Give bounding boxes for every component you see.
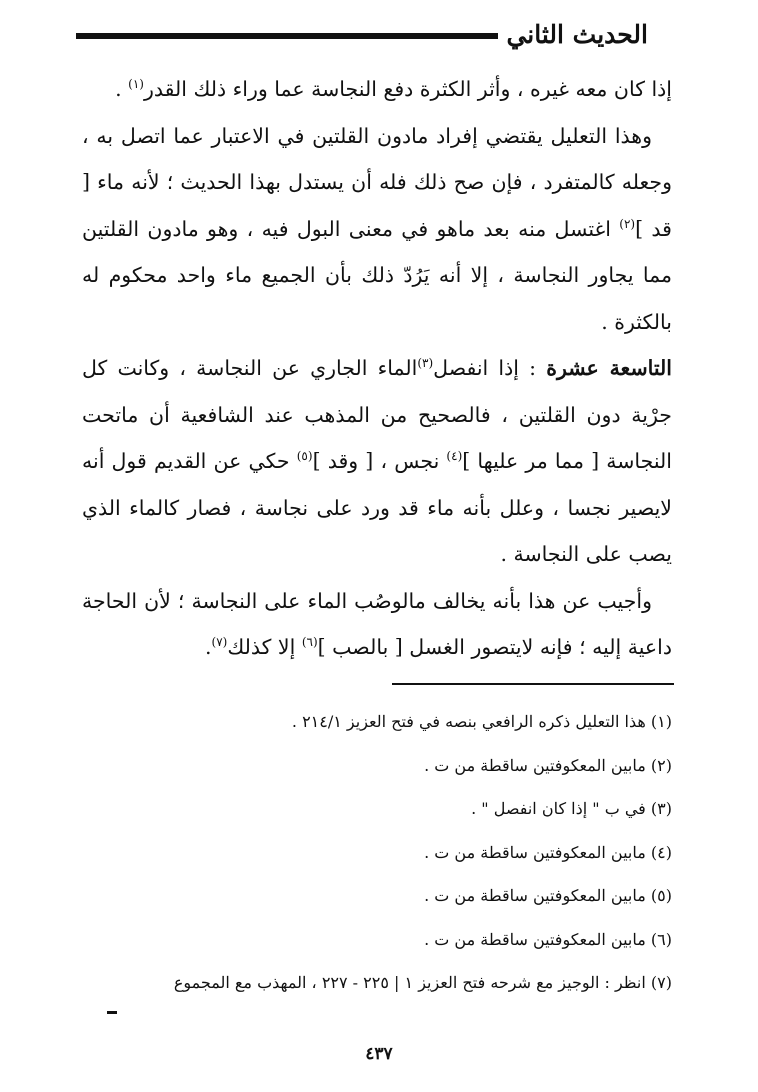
paragraph [82,345,672,578]
footnote: (٧) انظر : الوجيز مع شرحه فتح العزيز ١ | ٢٢٥ - ٢٢٧ ، المهذب مع المجموع [173,973,672,992]
footnote: (٥) مابين المعكوفتين ساقطة من ت . [424,886,672,905]
footnotes [82,700,672,1005]
paragraph-text: حكي عن القديم قول أنه لايصير نجسا ، وعلل بأنه ماء قد ورد على نجاسة ، فصار كالماء الذي يصب على النجاسة . [82,449,672,566]
paragraph-text: . [205,635,212,659]
footnote-ref: (٥) [296,449,313,464]
paragraph-text: وأجيب عن هذا بأنه يخالف مالوصُب الماء على النجاسة ؛ لأن الحاجة داعية إليه ؛ فإنه لايتصور الغسل [ بالصب ] [82,588,672,659]
footnote: (٣) في ب " إذا كان انفصل " . [471,799,672,818]
page-header [76,14,648,54]
paragraph [82,578,672,671]
page-number: ٤٣٧ [365,1044,393,1064]
paragraph [82,113,672,346]
paragraph-text: . [115,77,129,101]
paragraph-text: : إذا انفصل [433,356,547,380]
footnote-ref: (٢) [619,216,636,231]
paragraph-text: اغتسل منه بعد ماهو في معنى البول فيه ، وهو مادون القلتين مما يجاور النجاسة ، إلا أنه يَرُدّ ذلك بأن الجميع ماء واحد محكوم له بالكثرة . [82,216,672,334]
header-rule [76,33,498,39]
chapter-title: الحديث الثاني [506,19,648,49]
paragraph-text: إذا كان معه غيره ، وأثر الكثرة دفع النجاسة عما وراء ذلك القدر [143,77,672,101]
footnote: (٦) مابين المعكوفتين ساقطة من ت . [424,929,672,949]
paragraph-text: وهذا التعليل يقتضي إفراد مادون القلتين في الاعتبار عما اتصل به ، وجعله كالمتفرد ، فإن صح ذلك فله أن يستدل بهذا الحديث ؛ لأنه ماء [ قد ] [82,123,672,241]
footnote: (١) هذا التعليل ذكره الرافعي بنصه في فتح العزيز ٢١٤/١ . [291,712,672,731]
paragraph [82,66,672,113]
paragraph-text: إلا كذلك [227,635,302,659]
footnote: (٤) مابين المعكوفتين ساقطة من ت . [424,842,672,862]
paragraph-text: الماء الجاري عن النجاسة ، وكانت كل جرْية دون القلتين ، فالصحيح من المذهب عند الشافعية أن ماتحت النجاسة [ مما مر عليها ] [82,356,672,473]
continuation-dash [107,1011,117,1014]
footnote-ref: (٧) [211,635,228,650]
footnote: (٢) مابين المعكوفتين ساقطة من ت . [424,755,672,775]
main-text [82,66,672,671]
footnote-ref: (٤) [446,449,463,464]
section-heading: التاسعة عشرة [546,356,672,380]
footnote-separator [392,683,674,685]
paragraph-text: نجس ، [ وقد ] [312,449,447,473]
footnote-ref: (١) [128,77,144,92]
footnote-ref: (٦) [301,635,318,650]
footnote-ref: (٣) [417,356,434,371]
